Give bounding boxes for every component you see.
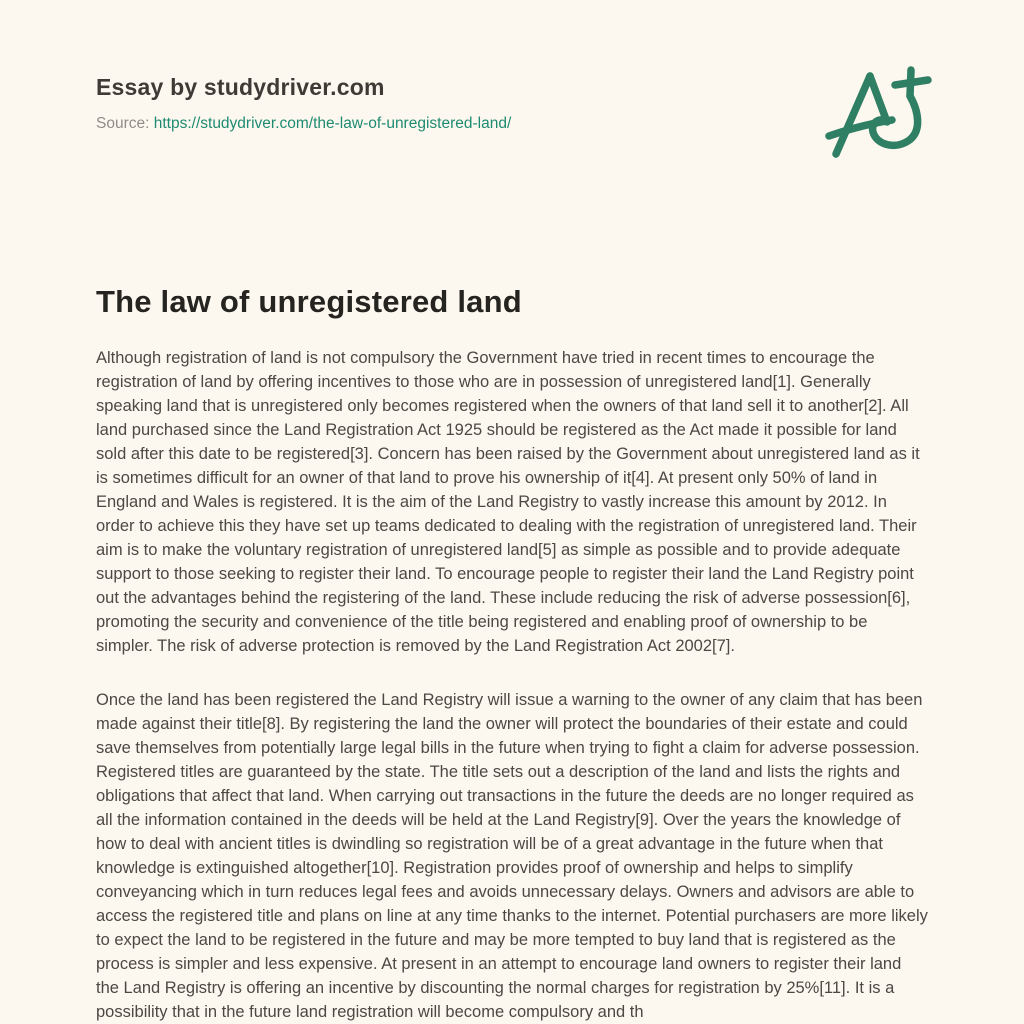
essay-body — [96, 346, 928, 1024]
a-plus-logo-icon — [824, 62, 934, 166]
studydriver-logo — [824, 62, 934, 166]
source-line — [96, 115, 511, 133]
header-text-block — [96, 74, 511, 133]
essay-paragraph-1: Although registration of land is not compulsory the Government have tried in recent times to encourage the registration of land by offering incentives to those who are in possession of unregistered land[1]. Generally speaking land that is unregistered only becomes registered when the owners of that land sell it to another[2]. All land purchased since the Land Registration Act 1925 should be registered as the Act made it possible for land sold after this date to be registered[3]. Concern has been raised by the Government about unregistered land as it is sometimes difficult for an owner of that land to prove his ownership of it[4]. At present only 50% of land in England and Wales is registered. It is the aim of the Land Registry to vastly increase this amount by 2012. In order to achieve this they have set up teams dedicated to dealing with the registration of unregistered land. Their aim is to make the voluntary registration of unregistered land[5] as simple as possible and to provide adequate support to those seeking to register their land. To encourage people to register their land the Land Registry point out the advantages behind the registering of the land. These include reducing the risk of adverse possession[6], promoting the security and convenience of the title being registered and enabling proof of ownership to be simpler. The risk of adverse protection is removed by the Land Registration Act 2002[7]. — [96, 349, 920, 655]
source-link[interactable]: https://studydriver.com/the-law-of-unregistered-land/ — [153, 115, 512, 132]
essay-paragraph-2: Once the land has been registered the Land Registry will issue a warning to the owner of any claim that has been made against their title[8]. By registering the land the owner will protect the boundaries of their estate and could save themselves from potentially large legal bills in the future when trying to fight a claim for adverse possession. Registered titles are guaranteed by the state. The title sets out a description of the land and lists the rights and obligations that affect that land. When carrying out transactions in the future the deeds are no longer required as all the information contained in the deeds will be held at the Land Registry[9]. Over the years the knowledge of how to deal with ancient titles is dwindling so registration will be of a great advantage in the future when that knowledge is extinguished altogether[10]. Registration provides proof of ownership and helps to simplify conveyancing which in turn reduces legal fees and avoids unnecessary delays. Owners and advisors are able to access the registered title and plans on line at any time thanks to the internet. Potential purchasers are more likely to expect the land to be registered in the future and may be more tempted to buy land that is registered as the process is simpler and less expensive. At present in an attempt to encourage land owners to register their land the Land Registry is offering an incentive by discounting the normal charges for registration by 25%[11]. It is a possibility that in the future land registration will become compulsory and th — [96, 691, 928, 1021]
page-header — [96, 74, 928, 166]
essay-by-heading: Essay by studydriver.com — [96, 74, 385, 100]
source-label: Source: — [96, 115, 150, 132]
essay-title: The law of unregistered land — [96, 284, 522, 319]
